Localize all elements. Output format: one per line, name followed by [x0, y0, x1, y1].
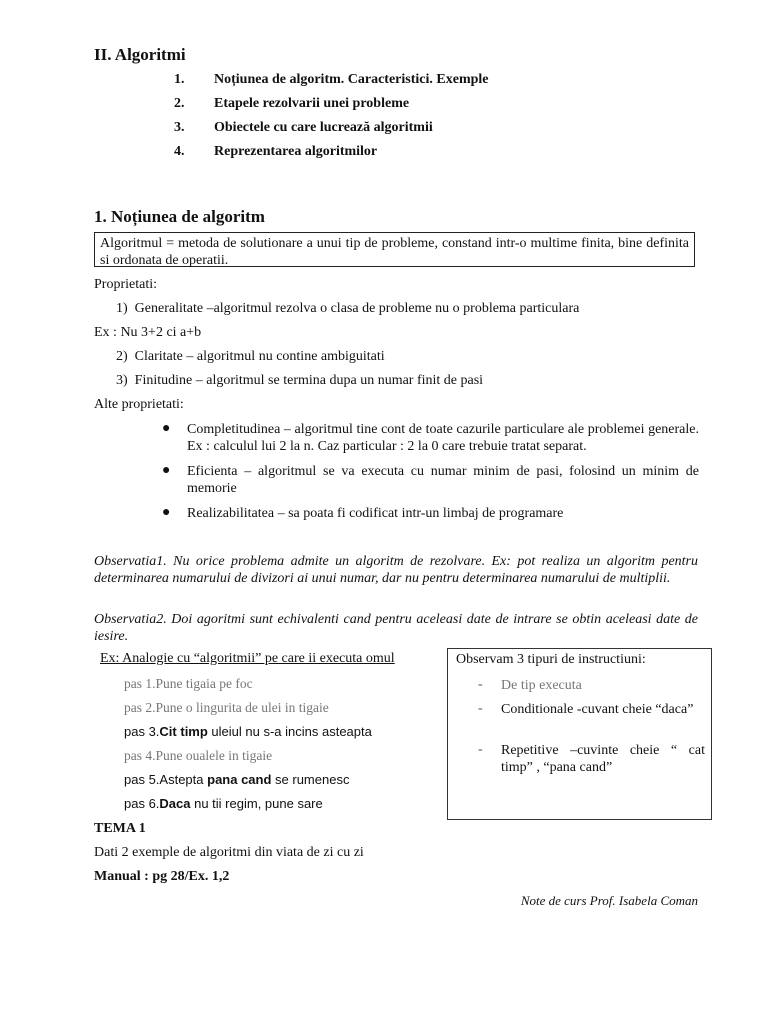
property-2 [116, 349, 385, 365]
property-num: 2) [116, 349, 128, 364]
dash-icon: - [478, 742, 483, 757]
definition-box: Algoritmul = metoda de solutionare a unui tip de probleme, constand intr-o multime finita, bine definita si ordonata de operatii. [94, 232, 695, 267]
toc-label: Etapele rezolvarii unei probleme [214, 96, 410, 111]
toc-num: 1. [174, 72, 185, 87]
property-3 [116, 373, 483, 389]
instruction-types-title: Observam 3 tipuri de instructiuni: [456, 652, 646, 667]
section-title: 1. Noțiunea de algoritm [94, 207, 265, 226]
footer-note: Note de curs Prof. Isabela Coman [520, 893, 698, 908]
manual-reference: Manual : pg 28/Ex. 1,2 [94, 869, 230, 884]
toc-num: 2. [174, 96, 185, 111]
property-num: 1) [116, 301, 128, 316]
step-text: Pune o lingurita de ulei in tigaie [155, 700, 329, 715]
bullet-item-1: Completitudinea – algoritmul tine cont de toate cazurile particulare ale problemei generale. Ex : calculul lui 2 la n. Caz particular : 2 la 0 care trebuie tratat separat. [187, 422, 699, 454]
toc-num: 3. [174, 120, 185, 135]
bullet-icon: ● [162, 463, 171, 478]
other-properties-label: Alte proprietati: [94, 397, 184, 412]
observatia-1: Observatia1. Nu orice problema admite un algoritm de rezolvare. Ex: pot realiza un algoritm pentru determinarea numarului de divizori ai unui numar, dar nu pentru determinarea numarului de multiplii. [94, 554, 698, 586]
toc-item-2 [174, 96, 409, 112]
toc-label: Obiectele cu care lucrează algoritmii [214, 120, 433, 135]
toc-item-1 [174, 72, 489, 88]
property-text: Claritate – algoritmul nu contine ambiguitati [134, 349, 385, 364]
property-text: Generalitate –algoritmul rezolva o clasa de probleme nu o problema particulara [134, 301, 580, 316]
observatia-2: Observatia2. Doi agoritmi sunt echivalenti cand pentru aceleasi date de intrare se obtin aceleasi date de iesire. [94, 612, 698, 644]
step-6 [124, 796, 323, 811]
step-prefix: pas 6. [124, 796, 160, 811]
instruction-type-1: De tip executa [501, 678, 582, 693]
instruction-types-box [447, 648, 712, 820]
tema-title: TEMA 1 [94, 821, 146, 836]
instruction-type-2: Conditionale -cuvant cheie “daca” [501, 702, 694, 717]
property-text: Finitudine – algoritmul se termina dupa un numar finit de pasi [134, 373, 484, 388]
step-text: uleiul nu s-a incins asteapta [207, 724, 372, 739]
example-line: Ex : Nu 3+2 ci a+b [94, 325, 202, 340]
instruction-type-3: Repetitive –cuvinte cheie “ cat timp” , “pana cand” [501, 743, 705, 775]
properties-label: Proprietati: [94, 277, 157, 292]
step-5 [124, 772, 349, 787]
bullet-item-3: Realizabilitatea – sa poata fi codificat intr-un limbaj de programare [187, 506, 564, 521]
step-keyword: pana cand [207, 772, 272, 787]
property-num: 3) [116, 373, 128, 388]
step-keyword: Daca [159, 796, 191, 811]
bullet-icon: ● [162, 505, 171, 520]
dash-icon: - [478, 677, 483, 692]
step-prefix: pas 3. [124, 724, 160, 739]
bullet-icon: ● [162, 421, 171, 436]
step-text: Astepta [159, 772, 208, 787]
step-2 [124, 700, 329, 716]
step-1 [124, 676, 253, 692]
step-prefix: pas 2. [124, 700, 156, 715]
step-4 [124, 748, 272, 764]
step-3 [124, 724, 372, 739]
bullet-item-2: Eficienta – algoritmul se va executa cu numar minim de pasi, folosind un minim de memorie [187, 464, 699, 496]
step-prefix: pas 1. [124, 676, 156, 691]
step-text: se rumenesc [271, 772, 350, 787]
tema-text: Dati 2 exemple de algoritmi din viata de zi cu zi [94, 845, 364, 860]
analogy-title: Ex: Analogie cu “algoritmii” pe care ii executa omul [100, 651, 395, 666]
chapter-heading: II. Algoritmi [94, 45, 186, 64]
toc-label: Reprezentarea algoritmilor [214, 144, 378, 159]
step-text: Pune oualele in tigaie [155, 748, 273, 763]
toc-item-4 [174, 144, 377, 160]
step-text: Pune tigaia pe foc [155, 676, 253, 691]
toc-label: Noțiunea de algoritm. Caracteristici. Exemple [214, 72, 489, 87]
toc-item-3 [174, 120, 433, 136]
step-text: nu tii regim, pune sare [190, 796, 323, 811]
dash-icon: - [478, 701, 483, 716]
property-1 [116, 301, 579, 317]
step-prefix: pas 5. [124, 772, 160, 787]
step-keyword: Cit timp [159, 724, 208, 739]
step-prefix: pas 4. [124, 748, 156, 763]
toc-num: 4. [174, 144, 185, 159]
